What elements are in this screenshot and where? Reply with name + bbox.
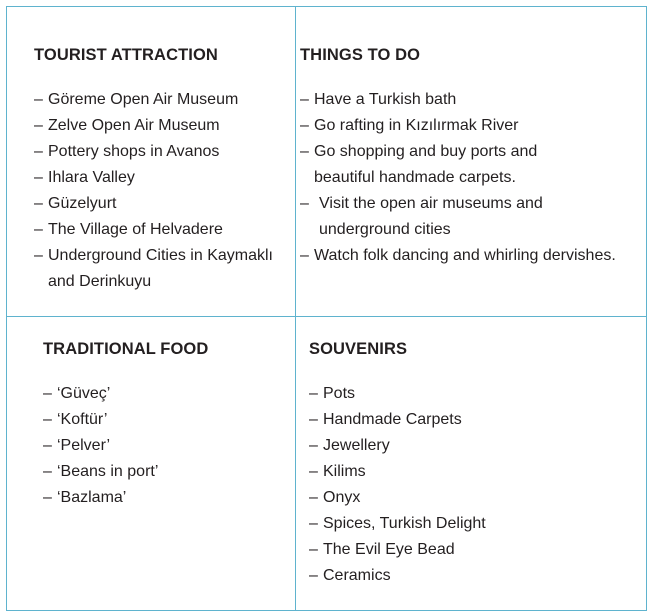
- list-item: – ‘Pelver’: [43, 433, 283, 459]
- things-to-do-heading: THINGS TO DO: [300, 46, 421, 64]
- things-to-do-list: [300, 87, 640, 269]
- tourist-attraction-cell: [34, 46, 292, 295]
- list-item: – Go rafting in Kızılırmak River: [300, 113, 640, 139]
- list-item: – Ceramics: [309, 563, 629, 589]
- list-item: – Go shopping and buy ports and beautiful handmade carpets.: [300, 139, 554, 191]
- list-item: – Handmade Carpets: [309, 407, 629, 433]
- list-item: – ‘Güveç’: [43, 381, 283, 407]
- list-item: – Güzelyurt: [34, 191, 292, 217]
- list-item: – Kilims: [309, 459, 629, 485]
- vertical-divider: [295, 7, 296, 610]
- list-item: – Pottery shops in Avanos: [34, 139, 292, 165]
- list-item: – Visit the open air museums and underground cities: [300, 191, 559, 243]
- list-item: – ‘Beans in port’: [43, 459, 283, 485]
- list-item: – Ihlara Valley: [34, 165, 292, 191]
- souvenirs-cell: [309, 340, 629, 589]
- list-item: – Jewellery: [309, 433, 629, 459]
- horizontal-divider: [7, 316, 646, 317]
- traditional-food-cell: [43, 340, 283, 511]
- traditional-food-heading: TRADITIONAL FOOD: [43, 340, 209, 358]
- tourist-attraction-heading: TOURIST ATTRACTION: [34, 46, 218, 64]
- list-item: – ‘Koftür’: [43, 407, 283, 433]
- traditional-food-list: [43, 381, 283, 511]
- list-item: – Have a Turkish bath: [300, 87, 640, 113]
- list-item: – Underground Cities in Kaymaklı and Derinkuyu: [34, 243, 292, 295]
- list-item: – Watch folk dancing and whirling dervishes.: [300, 243, 640, 269]
- souvenirs-heading: SOUVENIRS: [309, 340, 408, 358]
- list-item: – Zelve Open Air Museum: [34, 113, 292, 139]
- list-item: – Göreme Open Air Museum: [34, 87, 292, 113]
- list-item: – Onyx: [309, 485, 629, 511]
- list-item: – The Evil Eye Bead: [309, 537, 629, 563]
- souvenirs-list: [309, 381, 629, 589]
- things-to-do-cell: [300, 46, 640, 269]
- list-item: – The Village of Helvadere: [34, 217, 292, 243]
- list-item: – Spices, Turkish Delight: [309, 511, 629, 537]
- list-item: – Pots: [309, 381, 629, 407]
- list-item: – ‘Bazlama’: [43, 485, 283, 511]
- tourist-attraction-list: [34, 87, 292, 295]
